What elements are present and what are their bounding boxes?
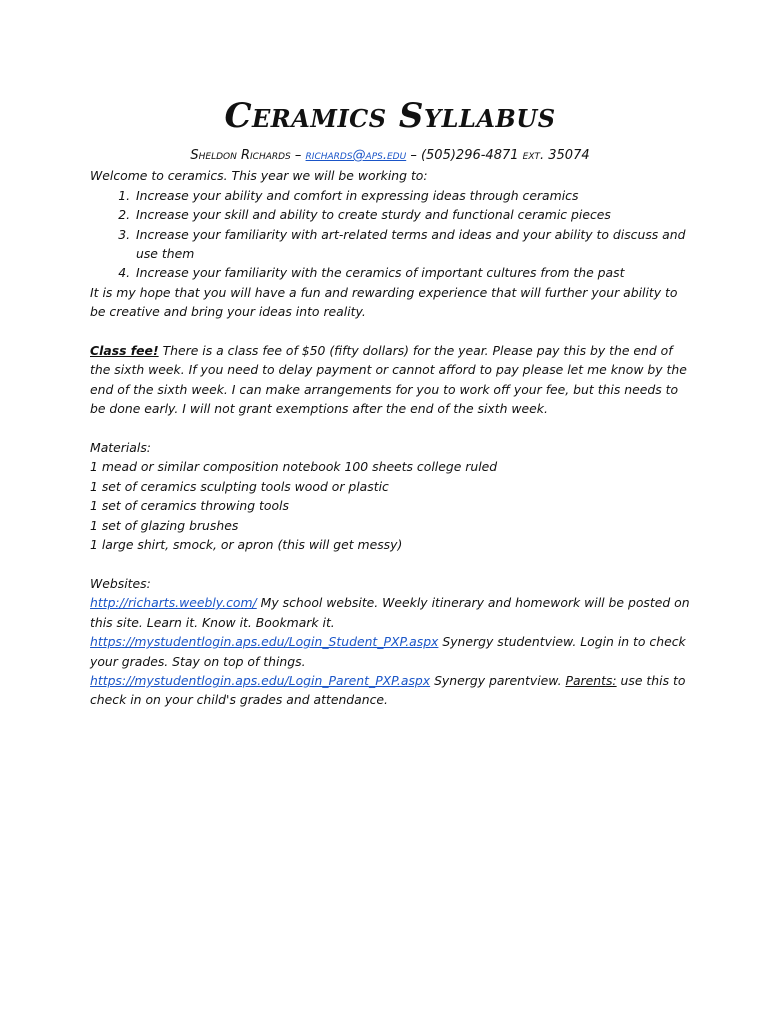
materials-heading: Materials: [90,440,151,456]
list-item: 2. Increase your skill and ability to create sturdy and functional ceramic pieces [134,205,690,224]
websites-heading: Websites: [90,575,151,591]
intro-text: Welcome to ceramics. This year we will be working to: [90,168,428,184]
list-item: 1. Increase your ability and comfort in expressing ideas through ceramics [134,186,690,205]
email-link[interactable]: richards@aps.edu [305,148,407,163]
class-fee-paragraph [90,341,690,419]
website-entry [90,593,690,632]
list-item: 1 large shirt, smock, or apron (this will get messy) [90,537,403,553]
document-body [90,146,690,710]
class-fee-label: Class fee! [90,343,159,359]
goals-list [90,186,690,283]
list-item: 4. Increase your familiarity with the ceramics of important cultures from the past [134,263,690,282]
website-description: use this to check in on your child's grades and attendance. [90,672,686,708]
author-name: Sheldon Richards [190,148,291,163]
page-title: Ceramics Syllabus [224,96,556,136]
list-item: 1 mead or similar composition notebook 100 sheets college ruled [90,459,498,475]
hope-text: It is my hope that you will have a fun and rewarding experience that will further your ability to be creative and bring your ideas into reality. [90,284,678,320]
class-fee-text: There is a class fee of $50 (fifty dollars) for the year. Please pay this by the end of the sixth week. If you need to delay payment or cannot afford to pay please let me know by the end of the sixth week. I can make arrangements for you to work off your fee, but this needs to be done early. I will not grant exemptions after the end of the sixth week. [90,343,687,417]
separator: – [406,148,421,163]
school-website-link[interactable]: http://richarts.weebly.com/ [90,595,257,611]
website-description: Synergy studentview. Login in to check your grades. Stay on top of things. [90,634,686,669]
parents-label: Parents: [565,672,617,688]
website-entry [90,632,690,671]
list-item: 1 set of ceramics sculpting tools wood or plastic [90,478,389,494]
parent-login-link[interactable]: https://mystudentlogin.aps.edu/Login_Parent_PXP.aspx [90,672,431,688]
website-description: Synergy parentview. [430,672,566,688]
separator: – [290,148,306,163]
website-description: My school website. Weekly itinerary and homework will be posted on this site. Learn it. Know it. Bookmark it. [90,595,690,630]
list-item: 1 set of ceramics throwing tools [90,498,289,514]
student-login-link[interactable]: https://mystudentlogin.aps.edu/Login_Student_PXP.aspx [90,634,439,650]
website-entry [90,671,690,710]
phone-number: (505)296-4871 ext. 35074 [420,148,590,163]
list-item: 1 set of glazing brushes [90,517,239,533]
list-item: 3. Increase your familiarity with art-related terms and ideas and your ability to discuss and use them [134,225,690,264]
author-line [90,146,690,165]
